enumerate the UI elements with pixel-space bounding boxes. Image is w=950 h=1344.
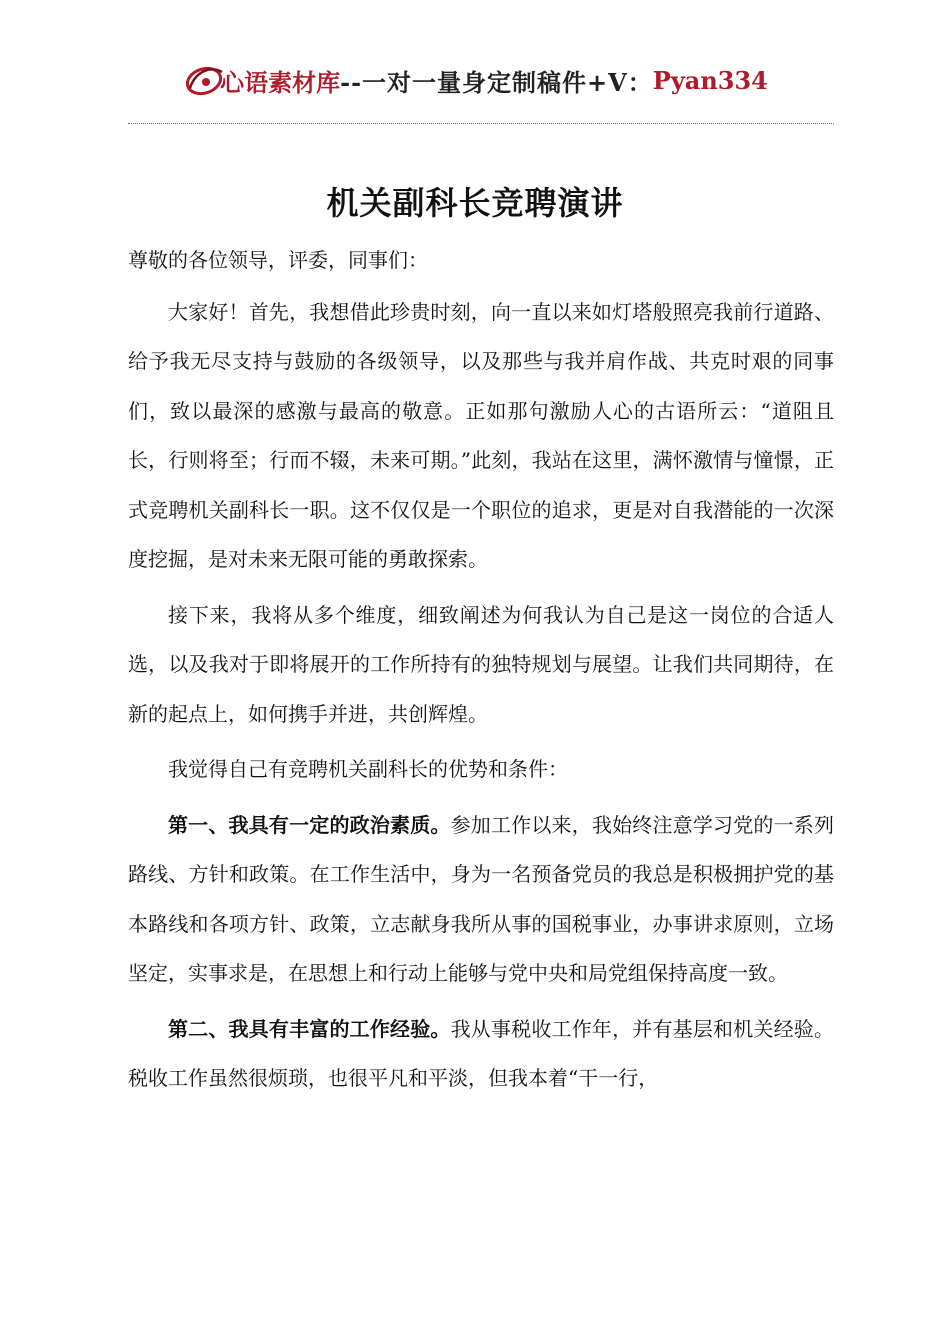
contact-id: Pyan334	[652, 65, 768, 95]
paragraph-intro	[128, 288, 834, 585]
paragraph-text: 参加工作以来，我始终注意学习党的一系列路线、方针和政策。在工作生活中，身为一名预备党员的我总是积极拥护党的基本路线和各项方针、政策，立志献身我所从事的国税事业，办事讲求原则，立场坚定，实事求是，在思想上和行动上能够与党中央和局党组保持高度一致。	[128, 812, 834, 985]
paragraph-text: 我觉得自己有竞聘机关副科长的优势和条件：	[168, 757, 568, 781]
paragraph-text: 我从事税收工作年，并有基层和机关经验。税收工作虽然很烦琐，也很平凡和平淡，但我本着“干一行，	[128, 1016, 834, 1090]
document-title: 机关副科长竞聘演讲	[326, 184, 624, 222]
paragraph-advantages-intro	[128, 745, 834, 795]
greeting: 尊敬的各位领导，评委，同事们：	[128, 248, 428, 272]
header-slogan: --一对一量身定制稿件+V：	[340, 67, 653, 97]
paragraph-point-two	[128, 1005, 834, 1104]
header-divider	[128, 123, 834, 124]
paragraph-outline	[128, 591, 834, 740]
header-banner	[182, 60, 768, 100]
point-heading: 第二、我具有丰富的工作经验。	[168, 1016, 451, 1041]
document-body	[128, 236, 834, 1104]
brand-name: 心语素材库	[220, 67, 341, 97]
page-header	[0, 58, 950, 102]
paragraph-text: 接下来，我将从多个维度，细致阐述为何我认为自己是这一岗位的合适人选，以及我对于即将展开的工作所持有的独特规划与展望。让我们共同期待，在新的起点上，如何携手并进，共创辉煌。	[128, 602, 834, 726]
paragraph-text: 大家好！首先，我想借此珍贵时刻，向一直以来如灯塔般照亮我前行道路、给予我无尽支持与鼓励的各级领导，以及那些与我并肩作战、共克时艰的同事们，致以最深的感激与最高的敬意。正如那句激励人心的古语所云：“道阻且长，行则将至；行而不辍，未来可期。”此刻，我站在这里，满怀激情与憧憬，正式竞聘机关副科长一职。这不仅仅是一个职位的追求，更是对自我潜能的一次深度挖掘，是对未来无限可能的勇敢探索。	[128, 299, 834, 571]
point-heading: 第一、我具有一定的政治素质。	[168, 812, 451, 837]
paragraph-point-one	[128, 801, 834, 999]
